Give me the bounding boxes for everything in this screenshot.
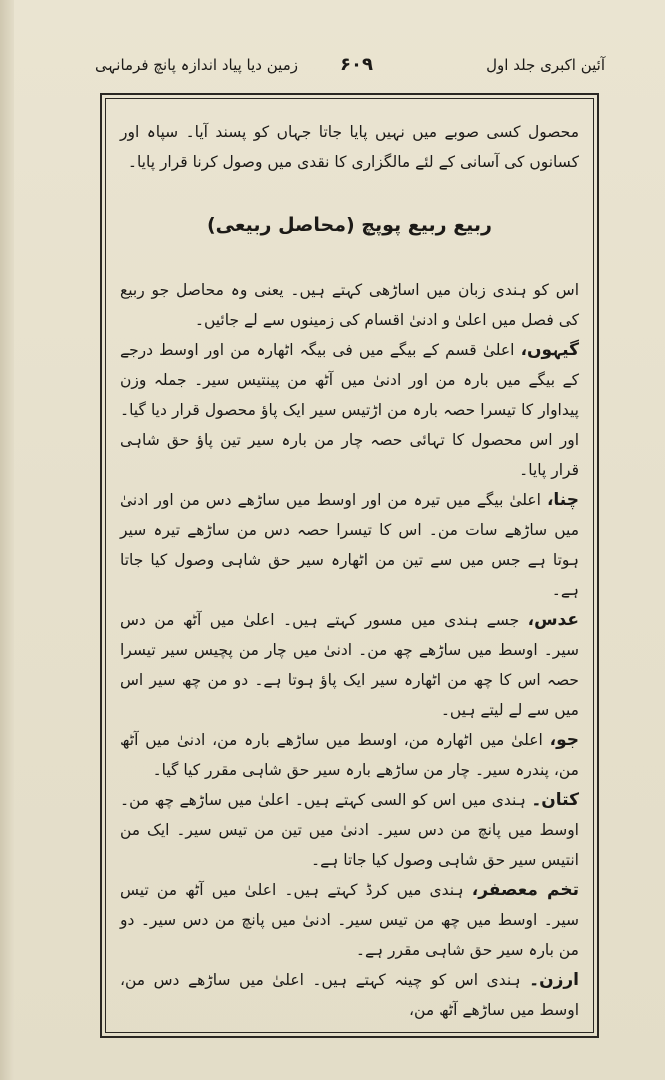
crop-description: اعلیٰ بیگے میں تیرہ من اور اوسط میں ساڑھے دس من اور ادنیٰ میں ساڑھے سات من۔ اس کا تیسرا حصہ دس من ساڑھے تیرہ سیر ہوتا ہے جس میں سے تین من اٹھارہ سیر حق شاہی وصول کیا جاتا ہے۔ xyxy=(120,491,579,599)
crop-term: گیہوں، xyxy=(520,340,579,360)
crop-description: اعلیٰ میں اٹھارہ من، اوسط میں ساڑھے بارہ من، ادنیٰ میں آٹھ من، پندرہ سیر۔ چار من ساڑھے بارہ سیر حق شاہی مقرر کیا گیا۔ xyxy=(120,731,579,779)
running-header xyxy=(95,52,605,92)
crop-entry-gram xyxy=(120,485,579,605)
crop-term: ارزن۔ xyxy=(529,970,579,990)
main-text-block xyxy=(120,117,579,1025)
crop-term: جو، xyxy=(549,730,579,750)
crop-entry-lentil xyxy=(120,605,579,725)
crop-entry-millet xyxy=(120,965,579,1025)
crop-entry-barley xyxy=(120,725,579,785)
intro-paragraph: محصول کسی صوبے میں نہیں پایا جاتا جہاں کو پسند آیا۔ سپاہ اور کسانوں کی آسانی کے لئے مالگزاری کا نقدی میں وصول کرنا قرار پایا۔ xyxy=(120,123,579,171)
section-intro-paragraph: اس کو ہندی زبان میں اساڑھی کہتے ہیں۔ یعنی وہ محاصل جو ربیع کی فصل میں اعلیٰ و ادنیٰ اقسام کی زمینوں سے لے جائیں۔ xyxy=(120,281,579,329)
crop-term: عدس، xyxy=(527,610,579,630)
crop-entry-linseed xyxy=(120,785,579,875)
crop-entry-wheat xyxy=(120,335,579,485)
crop-description: اعلیٰ قسم کے بیگے میں فی بیگہ اٹھارہ من اور اوسط درجے کے بیگے میں بارہ من اور ادنیٰ میں آٹھ من پینتیس سیر۔ جملہ وزن پیداوار کا تیسرا حصہ بارہ من اڑتیس سیر ایک پاؤ محصول قرار دیا گیا۔ اور اس محصول کا تہائی حصہ چار من بارہ سیر تین پاؤ حق شاہی قرار پایا۔ xyxy=(120,341,579,479)
crop-entry-safflower xyxy=(120,875,579,965)
page-number: ۶۰۹ xyxy=(340,54,373,75)
crop-term: کتان۔ xyxy=(531,790,579,810)
page-gutter-shadow xyxy=(0,0,14,1080)
crop-description: ہندی میں اس کو السی کہتے ہیں۔ اعلیٰ میں ساڑھے چھ من۔ اوسط میں پانچ من دس سیر۔ ادنیٰ میں تین من تیس سیر۔ ایک من انتیس سیر حق شاہی وصول کیا جاتا ہے۔ xyxy=(120,791,579,869)
crop-term: تخم معصفر، xyxy=(471,880,579,900)
text-frame-border xyxy=(100,93,599,1038)
header-chapter-title: زمین دیا پیاد اندازہ پانچ فرمانہی xyxy=(95,56,298,74)
header-book-title: آئین اکبری جلد اول xyxy=(486,56,605,74)
crop-description: جسے ہندی میں مسور کہتے ہیں۔ اعلیٰ میں آٹھ من دس سیر۔ اوسط میں ساڑھے چھ من۔ ادنیٰ میں چار من پچیس سیر تیسرا حصہ اس کا چھ من اٹھارہ سیر ایک پاؤ ہوتا ہے۔ دو من چھ سیر اس میں سے لے لیتے ہیں۔ xyxy=(120,611,579,719)
section-heading: ربیع ربیع پوپچ (محاصل ربیعی) xyxy=(207,214,492,236)
crop-description: ہندی اس کو چینہ کہتے ہیں۔ اعلیٰ میں ساڑھے دس من، اوسط میں ساڑھے آٹھ من، xyxy=(120,971,579,1019)
crop-term: چنا، xyxy=(546,490,579,510)
crop-description: ہندی میں کرڈ کہتے ہیں۔ اعلیٰ میں آٹھ من تیس سیر۔ اوسط میں چھ من تیس سیر۔ ادنیٰ میں پانچ من دس سیر۔ دو من بارہ سیر حق شاہی مقرر ہے۔ xyxy=(120,881,579,959)
